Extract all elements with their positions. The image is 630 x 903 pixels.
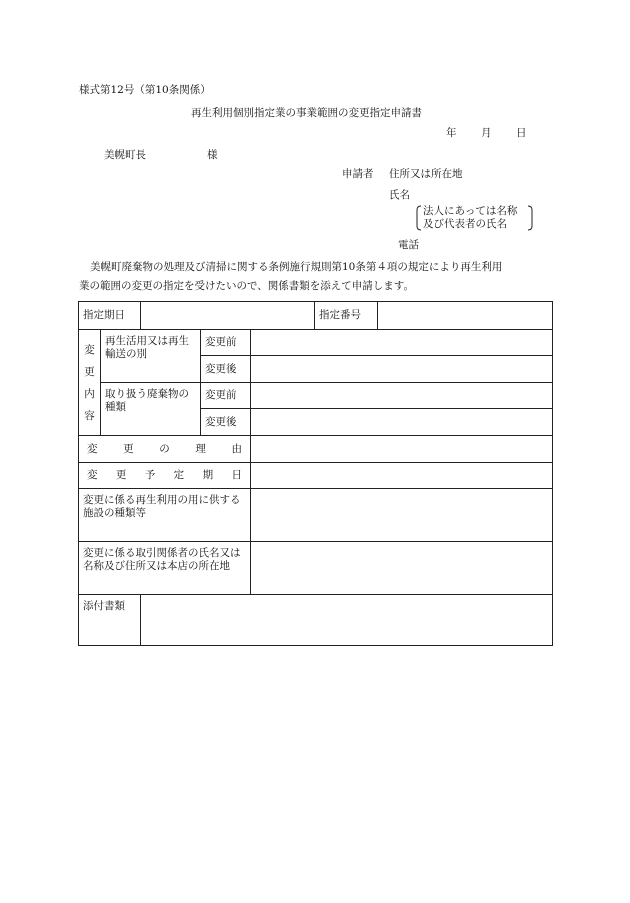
- waste-type-before-label: 変更前: [201, 383, 251, 409]
- applicant-address-label: 住所又は所在地: [389, 168, 463, 180]
- date-month-label: 月: [481, 127, 492, 139]
- date-day-label: 日: [516, 127, 527, 139]
- form-number: 様式第12号（第10条関係）: [79, 84, 211, 96]
- corp-note-line2: 及び代表者の氏名: [423, 218, 507, 230]
- partner-value[interactable]: [251, 542, 553, 595]
- designation-number-value[interactable]: [378, 302, 552, 329]
- waste-type-after-value[interactable]: [251, 409, 553, 436]
- attachments-label: 添付書類: [79, 595, 141, 646]
- recycle-type-before-value[interactable]: [251, 330, 553, 356]
- waste-type-before-value[interactable]: [251, 383, 553, 409]
- planned-date-value[interactable]: [251, 463, 553, 489]
- left-bracket-icon: [414, 205, 422, 231]
- waste-type-label: 取り扱う廃棄物の種類: [101, 383, 201, 436]
- right-bracket-icon: [527, 205, 535, 231]
- recycle-type-label: 再生活用又は再生輸送の別: [101, 330, 201, 383]
- planned-date-label: 変 更 予 定 期 日: [79, 463, 251, 489]
- reason-label: 変 更 の 理 由: [79, 436, 251, 463]
- recycle-type-after-label: 変更後: [201, 356, 251, 383]
- body-text-line1: 美幌町廃棄物の処理及び清掃に関する条例施行規則第10条第４項の規定により再生利用: [90, 261, 503, 273]
- designation-date-value[interactable]: [141, 302, 315, 330]
- addressee-honorific: 様: [207, 149, 218, 161]
- applicant-phone-label: 電話: [398, 239, 419, 251]
- attachments-value[interactable]: [141, 595, 553, 646]
- applicant-label: 申請者: [342, 168, 374, 180]
- corp-note-line1: 法人にあっては名称: [423, 205, 518, 217]
- applicant-name-label: 氏名: [389, 189, 410, 201]
- reason-value[interactable]: [251, 436, 553, 463]
- designation-number-label: 指定番号: [315, 302, 378, 329]
- designation-date-label: 指定期日: [79, 302, 141, 330]
- addressee-name: 美幌町長: [104, 149, 146, 161]
- change-content-label: 変 更 内 容: [79, 330, 101, 436]
- recycle-type-after-value[interactable]: [251, 356, 553, 383]
- facility-label: 変更に係る再生利用の用に供する施設の種類等: [79, 489, 251, 542]
- facility-value[interactable]: [251, 489, 553, 542]
- form-title: 再生利用個別指定業の事業範囲の変更指定申請書: [191, 107, 422, 119]
- waste-type-after-label: 変更後: [201, 409, 251, 436]
- date-year-label: 年: [446, 127, 457, 139]
- recycle-type-before-label: 変更前: [201, 330, 251, 356]
- partner-label: 変更に係る取引関係者の氏名又は名称及び住所又は本店の所在地: [79, 542, 251, 595]
- application-table: [78, 301, 553, 646]
- body-text-line2: 業の範囲の変更の指定を受けたいので、関係書類を添えて申請します。: [79, 280, 414, 292]
